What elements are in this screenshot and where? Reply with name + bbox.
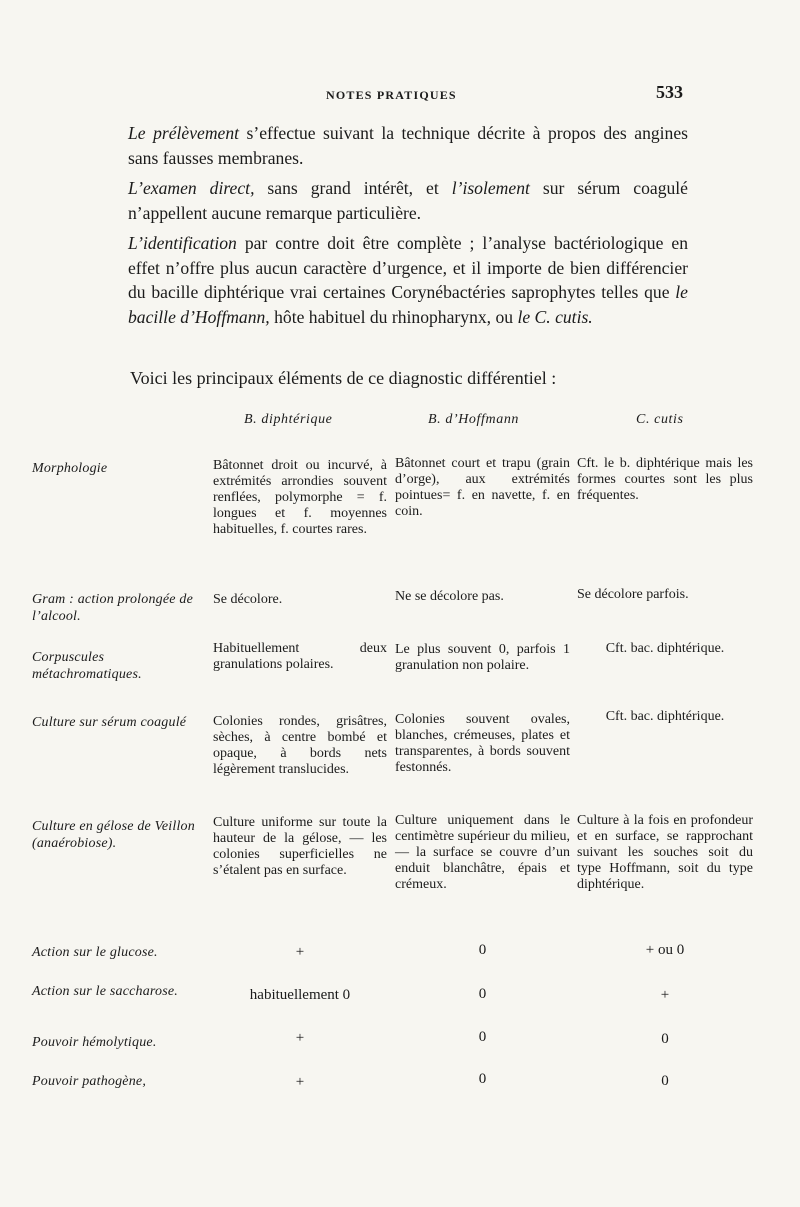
cell-morphologie-cutis: Cft. le b. diphtérique mais les formes courtes sont les plus fréquentes.: [577, 456, 753, 503]
running-title: NOTES PRATIQUES: [326, 88, 457, 102]
column-header-hoffmann: B. d’Hoffmann: [428, 412, 520, 427]
paragraph-lead: Le prélèvement: [128, 123, 240, 143]
cell-saccharose-hoffmann: 0: [478, 986, 487, 1002]
cell-pathogene-cutis: 0: [661, 1073, 669, 1089]
row-label-hemolytique: Pouvoir hémolytique.: [32, 1035, 157, 1050]
cell-culture-serum-diphterique: Colonies rondes, grisâtres, sèches, à centre bombé et opaque, à bords nets légèrement translucides.: [213, 714, 387, 777]
cell-gram-cutis: Se décolore parfois.: [577, 587, 689, 602]
paragraph-text: s’effectue suivant la technique décrite à propos des angines sans fausses membranes.: [128, 123, 689, 168]
cell-glucose-cutis: + ou 0: [645, 942, 685, 958]
cell-culture-gelose-cutis: Culture à la fois en profondeur et en surface, se rapprochant suivant les souches soit du type Hoffmann, soit du type diphtérique.: [577, 813, 753, 892]
cell-culture-gelose-diphterique: Culture uniforme sur toute la hauteur de la gélose, — les colonies superficielles ne s’étalent pas en surface.: [213, 815, 387, 878]
cell-saccharose-diphterique: habituellement 0: [249, 987, 351, 1003]
paragraph-lead: L’examen direct,: [128, 178, 255, 198]
paragraph-emphasis-cutis: le C. cutis.: [517, 306, 593, 327]
row-label-saccharose: Action sur le saccharose.: [32, 984, 179, 999]
cell-corpuscules-hoffmann: Le plus souvent 0, parfois 1 granulation non polaire.: [395, 642, 570, 673]
page-number: 533: [656, 82, 683, 102]
column-header-cutis: C. cutis: [636, 412, 684, 427]
cell-culture-gelose-hoffmann: Culture uniquement dans le centimètre supérieur du milieu, — la surface se couvre d’un enduit blanchâtre, épais et crémeux.: [395, 813, 570, 892]
row-label-pathogene: Pouvoir pathogène,: [32, 1074, 147, 1089]
paragraph-identification: [128, 231, 688, 329]
row-label-gram: Gram : action prolongée de l’alcool.: [32, 592, 193, 624]
cell-pathogene-hoffmann: 0: [478, 1071, 487, 1087]
paragraph-prelevement: [128, 121, 688, 170]
cell-morphologie-hoffmann: Bâtonnet court et trapu (grain d’orge), aux extrémités pointues= f. en navette, f. en coin.: [395, 456, 570, 519]
cell-hemolytique-cutis: 0: [661, 1031, 669, 1047]
paragraph-text: par contre doit être complète ; l’analyse bactériologique en effet n’offre plus aucun caractère d’urgence, et il importe de bien différencier du bacille diphtérique vrai certaines Corynébactéries saprophytes telles que: [128, 233, 688, 303]
row-label-glucose: Action sur le glucose.: [32, 945, 158, 960]
paragraph-emphasis-hoffmann: le bacille d’Hoffmann,: [128, 282, 688, 327]
cell-gram-diphterique: Se décolore.: [213, 592, 283, 607]
cell-saccharose-cutis: +: [660, 987, 670, 1003]
paragraph-lead: L’identification: [128, 233, 237, 253]
row-label-morphologie: Morphologie: [32, 461, 108, 476]
cell-corpuscules-diphterique: Habituellement deux granulations polaires.: [213, 641, 387, 672]
paragraph-text-2: hôte habituel du rhinopharynx, ou: [269, 306, 518, 327]
cell-pathogene-diphterique: +: [295, 1074, 305, 1090]
cell-morphologie-diphterique: Bâtonnet droit ou incurvé, à extrémités arrondies souvent renflées, polymorphe = f. longues et f. moyennes habituelles, f. courtes rares.: [213, 458, 387, 537]
cell-hemolytique-diphterique: +: [295, 1030, 305, 1046]
cell-corpuscules-cutis: Cft. bac. diphtérique.: [605, 641, 725, 656]
cell-hemolytique-hoffmann: 0: [478, 1029, 487, 1045]
paragraph-lead-2: l’isolement: [451, 178, 530, 198]
paragraph-text: sans grand intérêt, et: [254, 178, 452, 198]
row-label-culture-serum: Culture sur sérum coagulé: [32, 715, 187, 730]
cell-culture-serum-cutis: Cft. bac. diphtérique.: [605, 709, 725, 724]
running-head: [0, 82, 800, 108]
table-intro: Voici les principaux éléments de ce diagnostic différentiel :: [130, 368, 557, 388]
row-label-corpuscules: Corpuscules métachromatiques.: [32, 650, 142, 682]
cell-glucose-diphterique: +: [295, 944, 305, 960]
paragraph-examen: [128, 176, 688, 225]
cell-glucose-hoffmann: 0: [478, 942, 487, 958]
cell-gram-hoffmann: Ne se décolore pas.: [395, 589, 504, 604]
cell-culture-serum-hoffmann: Colonies souvent ovales, blanches, crémeuses, plates et transparentes, à bords souvent festonnés.: [395, 712, 570, 775]
column-header-diphterique: B. diphtérique: [244, 412, 333, 427]
paragraph-text-2: sur sérum coagulé n’appellent aucune remarque particulière.: [128, 178, 688, 223]
row-label-culture-gelose: Culture en gélose de Veillon (anaérobiose).: [32, 819, 195, 851]
